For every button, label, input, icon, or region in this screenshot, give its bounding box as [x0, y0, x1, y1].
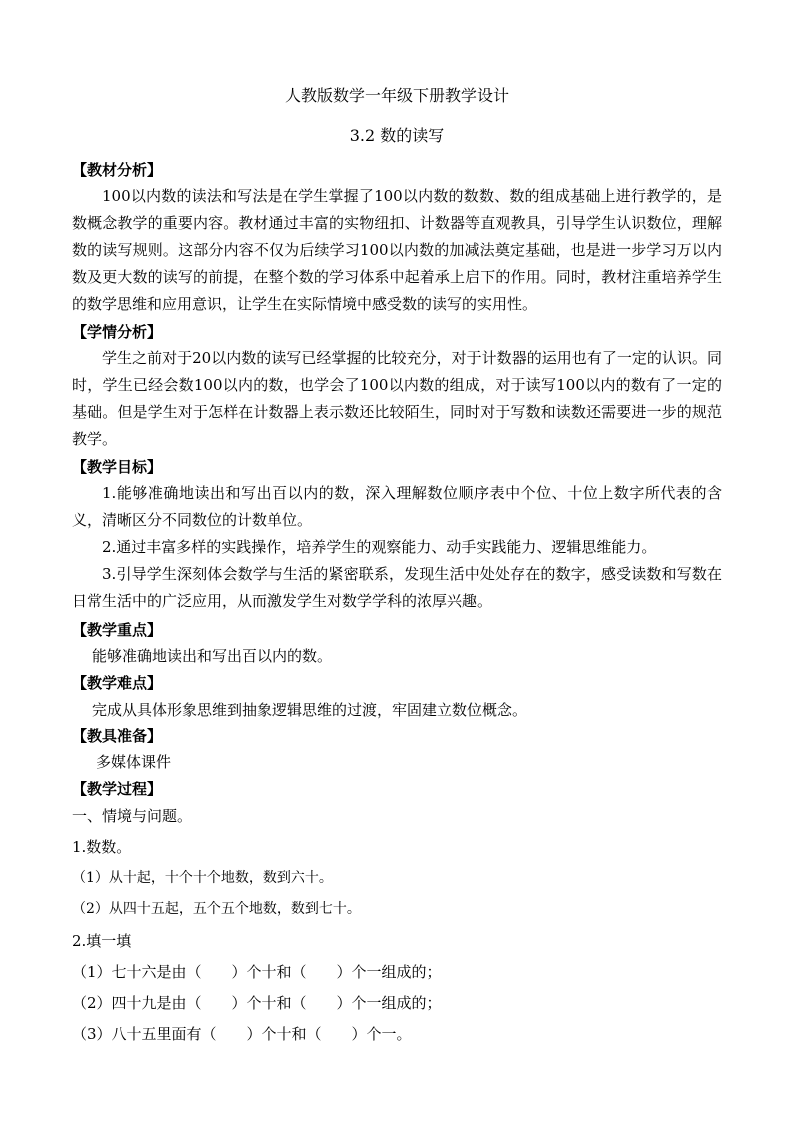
student-analysis-paragraph: 学生之前对于20以内数的读写已经掌握的比较充分，对于计数器的运用也有了一定的认识。同时，学生已经会数100以内的数，也学会了100以内数的组成，对于读写100以内的数有了一定的基础。但是学生对于怎样在计数器上表示数还比较陌生，同时对于写数和读数还需要进一步的规范教学。 [72, 349, 722, 448]
process-part-1: 一、情境与问题。 [72, 807, 193, 825]
goal-item-2: 2.通过丰富多样的实践操作，培养学生的观察能力、动手实践能力、逻辑思维能力。 [102, 538, 657, 556]
tools-text: 多媒体课件 [96, 753, 172, 771]
goals-heading: 【教学目标】 [72, 458, 163, 476]
analysis-heading: 【教材分析】 [72, 161, 163, 179]
difficulty-text: 完成从具体形象思维到抽象逻辑思维的过渡，牢固建立数位概念。 [92, 701, 528, 719]
lesson-subtitle: 3.2 数的读写 [349, 126, 445, 145]
document-title: 人教版数学一年级下册教学设计 [284, 86, 509, 105]
process-heading: 【教学过程】 [72, 780, 163, 798]
difficulty-heading: 【教学难点】 [72, 674, 163, 692]
key-points-text: 能够准确地读出和写出百以内的数。 [92, 647, 333, 665]
tools-heading: 【教具准备】 [72, 727, 163, 745]
fill-item-1: （1）七十六是由（ ）个十和（ ）个一组成的； [72, 963, 442, 981]
count-item-1: （1）从十起，十个十个地数，数到六十。 [72, 870, 333, 886]
student-analysis-heading: 【学情分析】 [72, 323, 163, 341]
fill-title: 2.填一填 [72, 932, 132, 950]
key-points-heading: 【教学重点】 [72, 621, 163, 639]
fill-item-3: （3）八十五里面有（ ）个十和（ ）个一。 [72, 1025, 412, 1043]
goal-item-3: 3.引导学生深刻体会数学与生活的紧密联系，发现生活中处处存在的数字，感受读数和写数在日常生活中的广泛应用，从而激发学生对数学学科的浓厚兴趣。 [72, 565, 722, 610]
fill-item-2: （2）四十九是由（ ）个十和（ ）个一组成的； [72, 994, 442, 1012]
goal-item-1: 1.能够准确地读出和写出百以内的数，深入理解数位顺序表中个位、十位上数字所代表的含义，清晰区分不同数位的计数单位。 [72, 484, 722, 529]
count-title: 1.数数。 [72, 838, 132, 856]
count-item-2: （2）从四十五起，五个五个地数，数到七十。 [72, 901, 361, 917]
analysis-paragraph: 100以内数的读法和写法是在学生掌握了100以内数的数数、数的组成基础上进行教学的，是数概念教学的重要内容。教材通过丰富的实物纽扣、计数器等直观教具，引导学生认识数位，理解数的读写规则。这部分内容不仅为后续学习100以内数的加减法奠定基础，也是进一步学习万以内数及更大数的读写的前提，在整个数的学习体系中起着承上启下的作用。同时，教材注重培养学生的数学思维和应用意识，让学生在实际情境中感受数的读写的实用性。 [72, 187, 722, 313]
